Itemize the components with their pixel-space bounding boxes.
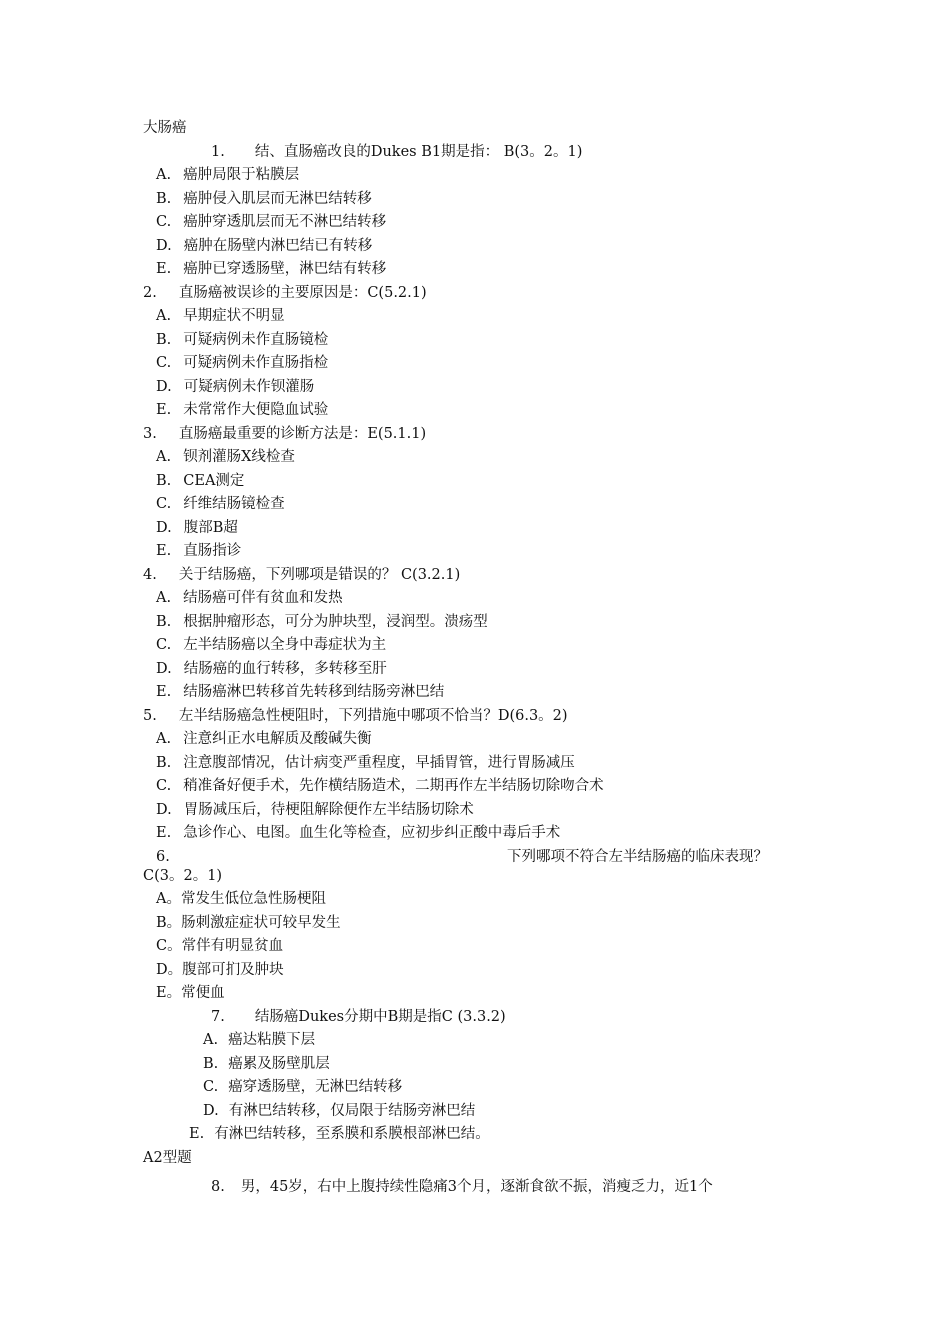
option-label: E。 (156, 985, 182, 1001)
option-3b (156, 471, 244, 491)
option-3c (156, 494, 285, 514)
option-text: 癌累及肠壁肌层 (228, 1056, 330, 1072)
option-label: B. (156, 473, 172, 489)
option-6c (156, 936, 283, 956)
option-text: 肠刺激症症状可较早发生 (181, 915, 341, 931)
option-label: A. (156, 308, 172, 324)
option-label: A. (203, 1032, 219, 1048)
option-5a (156, 729, 372, 749)
option-text: 癌肿局限于粘膜层 (183, 167, 300, 183)
question-number: 3. (143, 426, 157, 442)
option-text: 癌肿穿透肌层而无不淋巴结转移 (183, 214, 387, 230)
option-text: 常发生低位急性肠梗阻 (180, 891, 326, 907)
option-label: D. (156, 379, 172, 395)
question-5 (143, 706, 568, 726)
option-label: A. (156, 449, 172, 465)
option-1b (156, 189, 372, 209)
option-text: 直肠指诊 (183, 543, 242, 559)
option-text: 胃肠减压后，待梗阻解除便作左半结肠切除术 (183, 802, 474, 818)
option-text: 可疑病例未作钡灌肠 (183, 379, 315, 395)
option-6a (156, 889, 326, 909)
option-label: C. (156, 778, 172, 794)
option-label: D. (156, 520, 172, 536)
option-label: B。 (156, 915, 182, 931)
question-number: 1. (211, 144, 225, 160)
option-7a (203, 1030, 315, 1050)
option-5d (156, 800, 474, 820)
option-text: 稍准备好便手术，先作横结肠造术，二期再作左半结肠切除吻合术 (183, 778, 604, 794)
section-title: 大肠癌 (143, 120, 187, 136)
option-1c (156, 212, 386, 232)
question-text: 直肠癌被误诊的主要原因是：C(5.2.1) (178, 285, 427, 301)
option-label: B. (156, 755, 172, 771)
option-label: E. (156, 825, 172, 841)
question-1 (211, 142, 582, 162)
option-text: 结肠癌可伴有贫血和发热 (183, 590, 343, 606)
option-label: E. (189, 1126, 205, 1142)
option-6d (156, 960, 284, 980)
question-text: 左半结肠癌急性梗阻时，下列措施中哪项不恰当？D(6.3。2) (178, 708, 568, 724)
question-2 (143, 283, 427, 303)
question-3 (143, 424, 426, 444)
option-text: 未常常作大便隐血试验 (183, 402, 329, 418)
option-text: 早期症状不明显 (183, 308, 285, 324)
option-label: C. (156, 496, 172, 512)
option-7e (189, 1124, 490, 1144)
option-6b (156, 913, 341, 933)
option-label: D. (156, 238, 172, 254)
option-text: 钡剂灌肠X线检查 (183, 449, 295, 465)
option-text: 腹部B超 (183, 520, 238, 536)
option-label: C。 (156, 938, 182, 954)
option-5c (156, 776, 604, 796)
option-label: B. (156, 191, 172, 207)
option-3a (156, 447, 295, 467)
option-text: 左半结肠癌以全身中毒症状为主 (183, 637, 387, 653)
option-label: A. (156, 731, 172, 747)
option-1a (156, 165, 299, 185)
question-text: 关于结肠癌，下列哪项是错误的？ C(3.2.1) (178, 567, 461, 583)
question-text: 男，45岁，右中上腹持续性隐痛3个月，逐渐食欲不振，消瘦乏力，近1个 (240, 1179, 713, 1195)
option-text: 癌达粘膜下层 (228, 1032, 316, 1048)
question-number: 2. (143, 285, 157, 301)
option-text: 癌肿侵入肌层而无淋巴结转移 (183, 191, 372, 207)
option-3e (156, 541, 241, 561)
option-4c (156, 635, 386, 655)
option-label: A. (156, 590, 172, 606)
option-text: 有淋巴结转移，至系膜和系膜根部淋巴结。 (214, 1126, 490, 1142)
option-label: B. (203, 1056, 219, 1072)
option-4d (156, 659, 387, 679)
option-label: A. (156, 167, 172, 183)
option-text: 根据肿瘤形态，可分为肿块型，浸润型。溃疡型 (183, 614, 488, 630)
option-label: B. (156, 614, 172, 630)
option-7c (203, 1077, 402, 1097)
question-text: 结、直肠癌改良的Dukes B1期是指： B(3。2。1) (254, 144, 583, 160)
option-4e (156, 682, 444, 702)
section-a2-heading: A2型题 (143, 1150, 192, 1166)
option-3d (156, 518, 238, 538)
option-label: B. (156, 332, 172, 348)
option-label: C. (156, 355, 172, 371)
question-text: 结肠癌Dukes分期中B期是指C (3.3.2) (254, 1009, 506, 1025)
question-number: 7. (211, 1009, 225, 1025)
option-5e (156, 823, 560, 843)
option-text: 结肠癌的血行转移，多转移至肝 (183, 661, 387, 677)
question-number: 5. (143, 708, 157, 724)
option-label: D。 (156, 962, 183, 978)
option-7d (203, 1101, 475, 1121)
question-4 (143, 565, 460, 585)
option-label: D. (203, 1103, 219, 1119)
question-text: 直肠癌最重要的诊断方法是：E(5.1.1) (178, 426, 427, 442)
option-label: E. (156, 543, 172, 559)
option-2e (156, 400, 328, 420)
option-6e (156, 983, 225, 1003)
option-5b (156, 753, 575, 773)
option-text: 常伴有明显贫血 (181, 938, 284, 954)
option-label: D. (156, 661, 172, 677)
option-text: 结肠癌淋巴转移首先转移到结肠旁淋巴结 (183, 684, 445, 700)
question-number: 8. (211, 1179, 225, 1195)
option-2a (156, 306, 285, 326)
option-label: E. (156, 261, 172, 277)
option-label: C. (156, 214, 172, 230)
option-text: 可疑病例未作直肠镜检 (183, 332, 329, 348)
option-label: D. (156, 802, 172, 818)
question-8 (211, 1177, 713, 1197)
question-6-number: 6. (156, 849, 170, 865)
option-1d (156, 236, 372, 256)
question-6-answer: C(3。2。1) (143, 868, 223, 884)
option-7b (203, 1054, 330, 1074)
option-2c (156, 353, 328, 373)
option-4b (156, 612, 488, 632)
option-text: 癌穿透肠壁，无淋巴结转移 (228, 1079, 403, 1095)
option-label: C. (156, 637, 172, 653)
option-2d (156, 377, 314, 397)
option-2b (156, 330, 328, 350)
option-text: 腹部可扪及肿块 (182, 962, 284, 978)
option-label: A。 (156, 891, 181, 907)
question-number: 4. (143, 567, 157, 583)
option-text: 急诊作心、电图。血生化等检查，应初步纠正酸中毒后手术 (183, 825, 561, 841)
question-7 (211, 1007, 506, 1027)
option-label: C. (203, 1079, 219, 1095)
option-4a (156, 588, 343, 608)
option-text: 癌肿已穿透肠壁，淋巴结有转移 (183, 261, 387, 277)
option-label: E. (156, 684, 172, 700)
option-text: 注意腹部情况，估计病变严重程度，早插胃管，进行胃肠减压 (183, 755, 575, 771)
option-text: 癌肿在肠壁内淋巴结已有转移 (183, 238, 373, 254)
option-text: 可疑病例未作直肠指检 (183, 355, 329, 371)
option-text: 有淋巴结转移，仅局限于结肠旁淋巴结 (228, 1103, 476, 1119)
option-text: 常便血 (181, 985, 225, 1001)
option-1e (156, 259, 386, 279)
option-label: E. (156, 402, 172, 418)
option-text: 注意纠正水电解质及酸碱失衡 (183, 731, 372, 747)
option-text: CEA测定 (183, 473, 245, 489)
question-6-text: 下列哪项不符合左半结肠癌的临床表现？ (507, 849, 768, 865)
option-text: 纤维结肠镜检查 (183, 496, 285, 512)
